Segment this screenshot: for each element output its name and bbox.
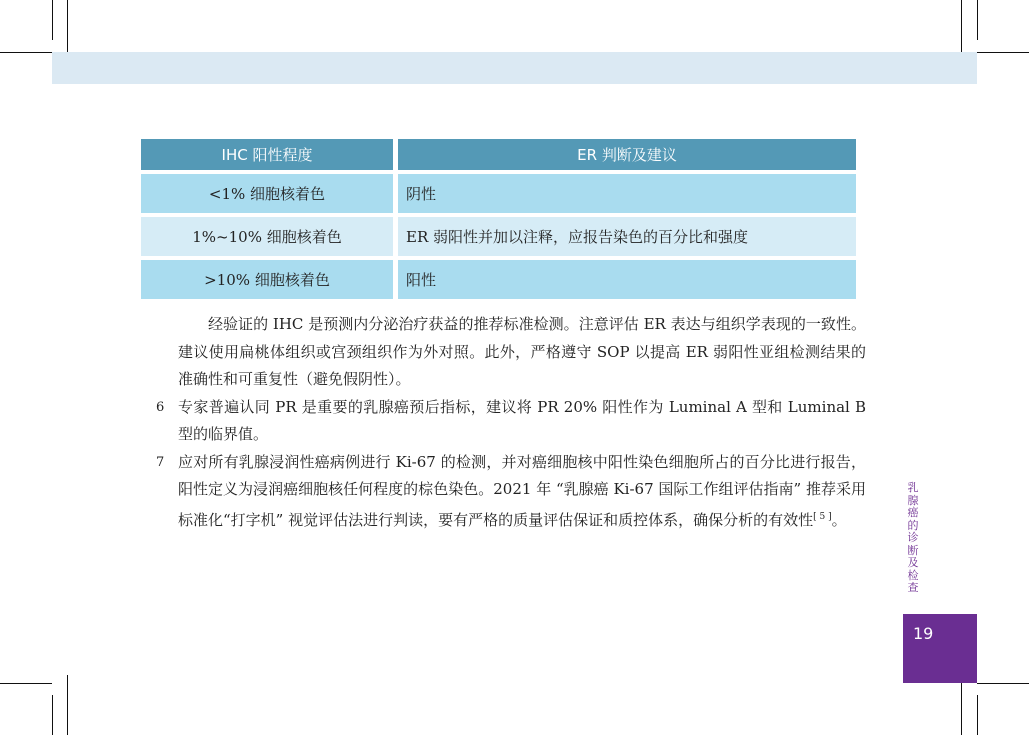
paragraph: 经验证的 IHC 是预测内分泌治疗获益的推荐标准检测。注意评估 ER 表达与组织学表现的一致性。建议使用扁桃体组织或宫颈组织作为外对照。此外，严格遵守 SOP 以提高 ER 弱阳性亚组检测结果的准确性和可重复性（避免假阴性）。 <box>178 315 866 388</box>
table-row <box>141 260 856 299</box>
crop-mark <box>961 675 962 735</box>
crop-mark <box>0 683 52 684</box>
crop-mark <box>977 0 978 40</box>
crop-mark <box>977 52 1029 53</box>
table-cell-level: <1% 细胞核着色 <box>141 174 393 213</box>
body-text <box>156 311 866 534</box>
table-header-row <box>141 139 856 170</box>
table-row <box>141 174 856 213</box>
crop-mark <box>52 0 53 40</box>
list-item-text: 应对所有乳腺浸润性癌病例进行 Ki-67 的检测，并对癌细胞核中阳性染色细胞所占的百分比进行报告，阳性定义为浸润癌细胞核任何程度的棕色染色。2021 年 “乳腺癌 Ki-67 国际工作组评估指南” 推荐采用标准化“打字机” 视觉评估法进行判读，要有严格的质量评估保证和质控体系，确保分析的有效性 <box>178 452 866 529</box>
crop-mark <box>0 52 52 53</box>
ihc-er-table <box>136 135 861 303</box>
table-cell-judgment: 阴性 <box>398 174 856 213</box>
table-header: ER 判断及建议 <box>398 139 856 170</box>
crop-mark <box>977 683 1029 684</box>
page-number: 19 <box>913 624 934 643</box>
crop-mark <box>67 675 68 735</box>
table-header: IHC 阳性程度 <box>141 139 393 170</box>
list-item-paragraph <box>178 449 866 535</box>
table-row <box>141 217 856 256</box>
list-item <box>156 394 866 449</box>
list-item <box>156 449 866 535</box>
crop-mark <box>977 695 978 735</box>
table-cell-judgment: ER 弱阳性并加以注释，应报告染色的百分比和强度 <box>398 217 856 256</box>
table-cell-level: 1%~10% 细胞核着色 <box>141 217 393 256</box>
list-item-end: 。 <box>831 510 847 529</box>
header-band <box>52 52 977 84</box>
table-cell-judgment: 阳性 <box>398 260 856 299</box>
side-chapter-label: 乳腺癌的诊断及检查 <box>907 481 919 594</box>
list-item-number: 7 <box>156 454 165 470</box>
crop-mark <box>67 0 68 60</box>
citation-ref[interactable]: [ 5 ] <box>813 511 832 522</box>
crop-mark <box>961 0 962 60</box>
crop-mark <box>52 695 53 735</box>
list-item-number: 6 <box>156 399 165 415</box>
page-number-box <box>903 614 977 683</box>
table-cell-level: >10% 细胞核着色 <box>141 260 393 299</box>
list-item-text: 专家普遍认同 PR 是重要的乳腺癌预后指标，建议将 PR 20% 阳性作为 Luminal A 型和 Luminal B 型的临界值。 <box>178 397 866 443</box>
